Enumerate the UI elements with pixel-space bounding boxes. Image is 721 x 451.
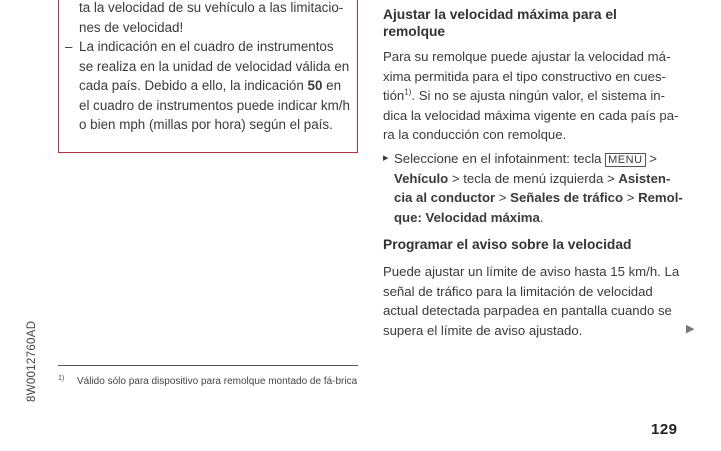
menu-path-traffic-signs: Señales de tráfico	[510, 190, 624, 205]
trailer-speed-paragraph	[383, 47, 683, 145]
path-separator: >	[645, 151, 657, 166]
step-end: .	[539, 209, 544, 225]
path-separator: >	[623, 190, 639, 205]
menu-path-trailer-max-speed: Remol-que: Velocidad máxima	[394, 190, 683, 225]
item-text-end: en el cuadro de instrumentos puede indicar km/h o bien mph (millas por hora) según el país.	[79, 78, 350, 132]
document-code: 8W0012760AD	[26, 320, 38, 402]
warning-list-item	[65, 37, 351, 135]
speed-warning-paragraph: Puede ajustar un límite de aviso hasta 15 km/h. La señal de tráfico para la limitación de velocidad actual detectada parpadea en pantalla cuando se supera el límite de aviso ajustado.	[383, 264, 680, 338]
instruction-step	[383, 149, 683, 227]
footnote-divider	[58, 365, 358, 366]
step-bullet-icon: ▸	[383, 152, 389, 164]
menu-path-driver-assist: Asisten-cia al conductor	[394, 170, 671, 205]
footnote-ref: 1)	[404, 87, 412, 97]
section-heading-speed-warning: Programar el aviso sobre la velocidad	[383, 237, 632, 252]
continue-arrow-icon: ▶	[686, 323, 695, 335]
warning-continuation: ta la velocidad de su vehículo a las limitacio-nes de velocidad!	[79, 0, 344, 35]
section-heading-trailer-speed: Ajustar la velocidad máxima para el remolque	[383, 7, 617, 39]
path-separator: >	[495, 190, 511, 205]
page-number: 129	[651, 421, 678, 438]
menu-path-vehicle: Vehículo	[394, 170, 449, 186]
warning-item-text	[65, 37, 351, 135]
item-text-start: La indicación en el cuadro de instrumentos se realiza en la unidad de velocidad válida en cada país. Debido a ello, la indicación	[79, 39, 350, 93]
para-start: Para su remolque puede ajustar la velocidad má-xima permitida para el tipo constructivo en cues-tión	[383, 49, 671, 103]
step-text: Seleccione en el infotainment: tecla	[394, 151, 606, 166]
para-end: . Si no se ajusta ningún valor, el sistema in-dica la velocidad máxima vigente en cada país pa-ra la conducción con remolque.	[383, 88, 679, 142]
warning-box	[58, 0, 358, 153]
list-dash: –	[65, 39, 73, 54]
bold-value: 50	[307, 78, 323, 93]
footnote-mark: 1)	[58, 375, 65, 382]
footnote-text: Válido sólo para dispositivo para remolque montado de fá-brica	[77, 376, 358, 387]
path-middle: > tecla de menú izquierda >	[448, 170, 619, 186]
menu-key: MENU	[605, 153, 645, 167]
